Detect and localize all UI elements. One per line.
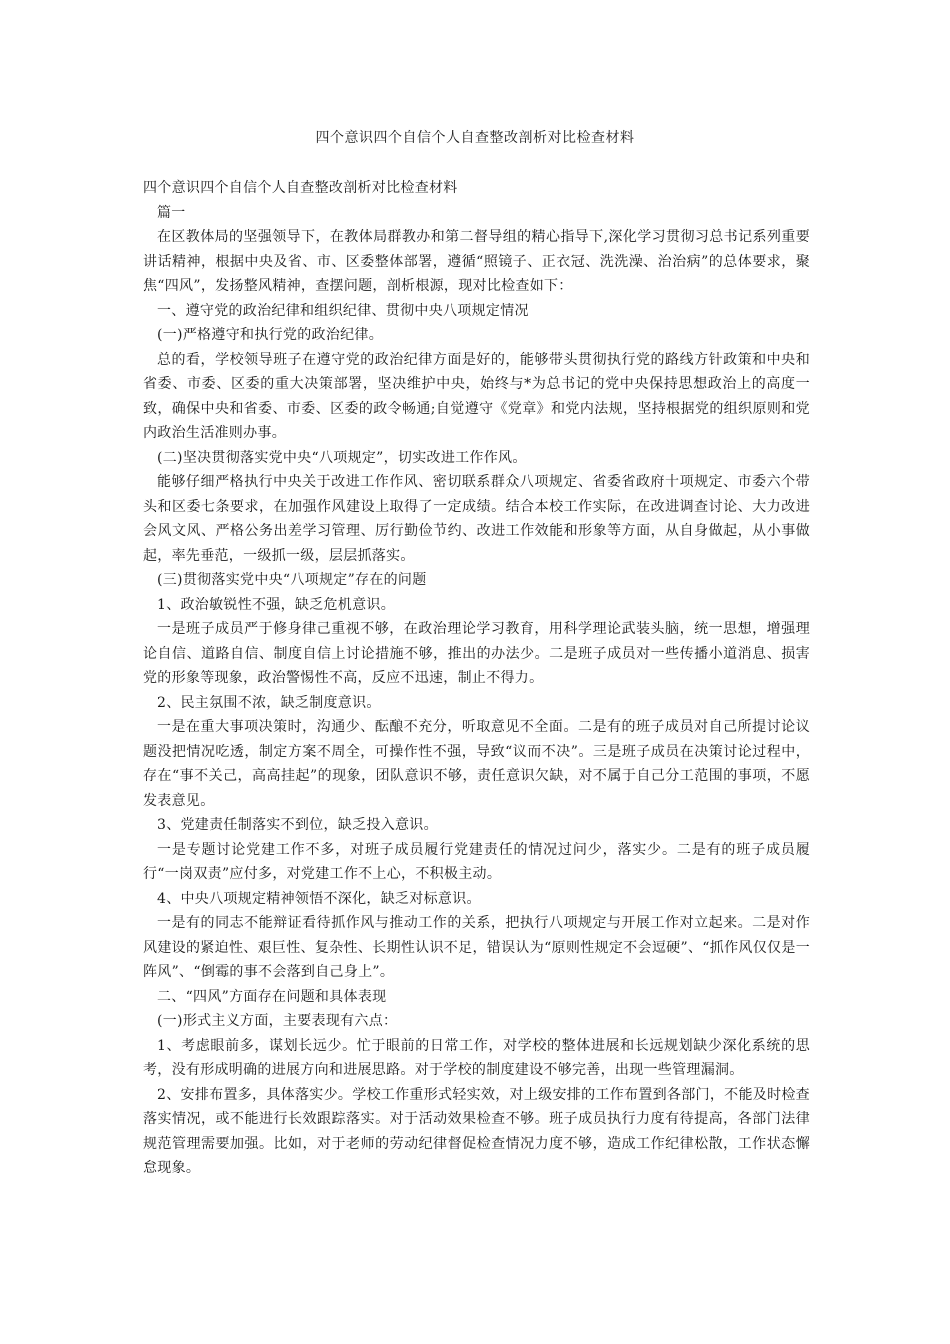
paragraph: 篇一 xyxy=(157,204,186,221)
document-body xyxy=(143,176,810,1181)
paragraph: 总的看，学校领导班子在遵守党的政治纪律方面是好的，能够带头贯彻执行党的路线方针政策和中央和省委、市委、区委的重大决策部署，坚决维护中央，始终与*为总书记的党中央保持思想政治上的高度一致，确保中央和省委、市委、区委的政令畅通;自觉遵守《党章》和党内法规，坚持根据党的组织原则和党内政治生活准则办事。 xyxy=(143,351,810,441)
paragraph: 一是有的同志不能辩证看待抓作风与推动工作的关系，把执行八项规定与开展工作对立起来。二是对作风建设的紧迫性、艰巨性、复杂性、长期性认识不足，错误认为“原则性规定不会逗硬”、“抓作风仅仅是一阵风”、“倒霉的事不会落到自己身上”。 xyxy=(143,915,810,980)
paragraph: 能够仔细严格执行中央关于改进工作作风、密切联系群众八项规定、省委省政府十项规定、市委六个带头和区委七条要求，在加强作风建设上取得了一定成绩。结合本校工作实际，在改进调查讨论、大力改进会风文风、严格公务出差学习管理、厉行勤俭节约、改进工作效能和形象等方面，从自身做起，从小事做起，率先垂范，一级抓一级，层层抓落实。 xyxy=(143,474,810,564)
paragraph: 2、民主氛围不浓，缺乏制度意识。 xyxy=(157,694,381,711)
paragraph: (一)形式主义方面，主要表现有六点： xyxy=(157,1013,398,1029)
paragraph: 2、安排布置多，具体落实少。学校工作重形式轻实效，对上级安排的工作布置到各部门，不能及时检查落实情况，或不能进行长效跟踪落实。对于活动效果检查不够。班子成员执行力度有待提高，各部门法律规范管理需要加强。比如，对于老师的劳动纪律督促检查情况力度不够，造成工作纪律松散，工作状态懈怠现象。 xyxy=(143,1086,810,1176)
paragraph: (三)贯彻落实党中央“八项规定”存在的问题 xyxy=(157,572,427,588)
paragraph: (二)坚决贯彻落实党中央“八项规定”，切实改进工作作风。 xyxy=(157,449,527,466)
document-title: 四个意识四个自信个人自查整改剖析对比检查材料 xyxy=(315,130,635,146)
paragraph: 一、遵守党的政治纪律和组织纪律、贯彻中央八项规定情况 xyxy=(157,302,529,319)
paragraph: 3、党建责任制落实不到位，缺乏投入意识。 xyxy=(157,817,438,833)
paragraph: (一)严格遵守和执行党的政治纪律。 xyxy=(157,327,384,343)
paragraph: 一是专题讨论党建工作不多，对班子成员履行党建责任的情况过问少，落实少。二是有的班子成员履行“一岗双责”应付多，对党建工作不上心，不积极主动。 xyxy=(143,841,810,882)
paragraph: 在区教体局的坚强领导下，在教体局群教办和第二督导组的精心指导下,深化学习贯彻习总书记系列重要讲话精神，根据中央及省、市、区委整体部署，遵循“照镜子、正衣冠、洗洗澡、治治病”的总体要求，聚焦“四风”，发扬整风精神，查摆问题，剖析根源，现对比检查如下： xyxy=(143,229,810,294)
paragraph: 一是在重大事项决策时，沟通少、酝酿不充分，听取意见不全面。二是有的班子成员对自己所提讨论议题没把情况吃透，制定方案不周全，可操作性不强，导致“议而不决”。三是班子成员在决策讨论过程中，存在“事不关己，高高挂起”的现象，团队意识不够，责任意识欠缺，对不属于自己分工范围的事项，不愿发表意见。 xyxy=(143,719,810,809)
document-subtitle: 四个意识四个自信个人自查整改剖析对比检查材料 xyxy=(143,180,458,196)
paragraph: 1、政治敏锐性不强，缺乏危机意识。 xyxy=(157,596,396,613)
paragraph: 二、“四风”方面存在问题和具体表现 xyxy=(157,988,387,1005)
paragraph: 一是班子成员严于修身律己重视不够，在政治理论学习教育，用科学理论武装头脑，统一思想，增强理论自信、道路自信、制度自信上讨论措施不够，推出的办法少。二是班子成员对一些传播小道消息、损害党的形象等现象，政治警惕性不高，反应不迅速，制止不得力。 xyxy=(143,621,810,686)
paragraph: 1、考虑眼前多，谋划长远少。忙于眼前的日常工作，对学校的整体进展和长远规划缺少深化系统的思考，没有形成明确的进展方向和进展思路。对于学校的制度建设不够完善，出现一些管理漏洞。 xyxy=(143,1037,810,1078)
paragraph: 4、中央八项规定精神领悟不深化，缺乏对标意识。 xyxy=(157,890,481,907)
